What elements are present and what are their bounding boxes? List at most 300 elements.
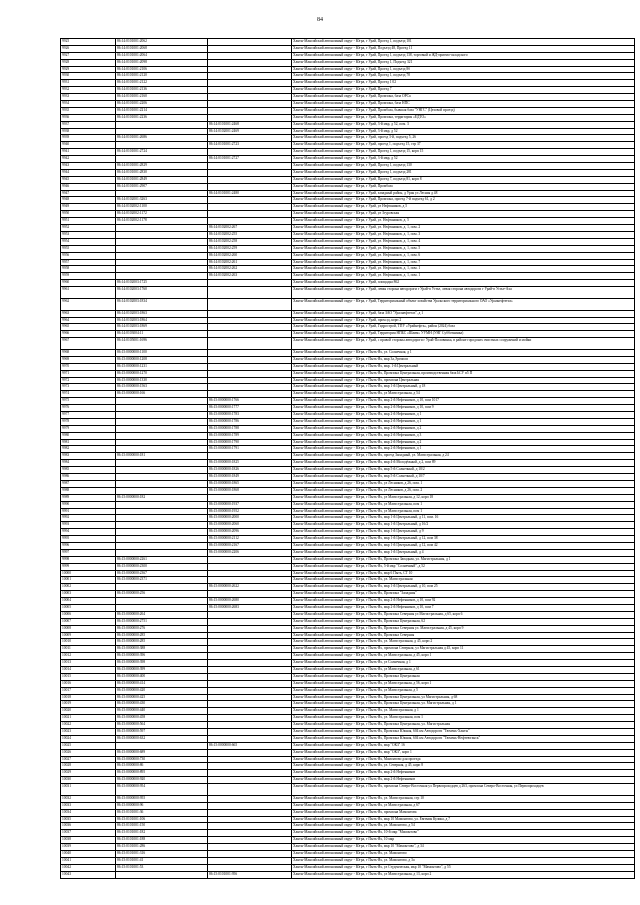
row-number-cell: 9965 [61,324,116,331]
table-row [61,708,635,715]
address-cell: Ханты-Мансийский автономный округ - Югра, г Урай, ул Згуровская [292,211,635,218]
address-cell: Ханты-Мансийский автономный округ - Югра, г Пыть-Ях, ул Лесников, д 26, пом. 1 [292,480,635,487]
cadastral-number-cell: 86:14:0102002:1178 [116,218,208,225]
table-row [61,121,635,128]
row-number-cell: 10035 [61,816,116,823]
address-cell: Ханты-Мансийский автономный округ - Югра, г Пыть-Ях, Промзона Центральная [292,673,635,680]
row-number-cell: 9933 [61,94,116,101]
premises-cadastral-number-cell [208,338,292,350]
address-cell: Ханты-Мансийский автономный округ - Югра, г Пыть-Ях, ул Магистральная, д 54 [292,391,635,398]
row-number-cell: 9953 [61,231,116,238]
premises-cadastral-number-cell [208,639,292,646]
row-number-cell: 9942 [61,156,116,163]
table-row [61,363,635,370]
cadastral-number-cell: 86:14:0101001:2136 [116,87,208,94]
row-number-cell: 9970 [61,363,116,370]
premises-cadastral-number-cell: 86:14:0101001:2468 [208,121,292,128]
cadastral-number-cell: 86:15:0000000:264 [116,611,208,618]
premises-cadastral-number-cell [208,795,292,802]
premises-cadastral-number-cell: 86:15:0000000:1783 [208,412,292,419]
row-number-cell: 9985 [61,467,116,474]
table-row [61,156,635,163]
premises-cadastral-number-cell [208,694,292,701]
premises-cadastral-number-cell [208,666,292,673]
address-cell: Ханты-Мансийский автономный округ - Югра, г Урай, Промзона, база НПС [292,101,635,108]
address-cell: Ханты-Мансийский автономный округ - Югра, г Урай, ул. Нефтяников, д. 1, пом. 3 [292,231,635,238]
cadastral-number-cell: 86:14:0101001:2106 [116,66,208,73]
address-cell: Ханты-Мансийский автономный округ - Югра, г Урай, Территория НПБС «Шаим» УУМН (УНГ Субботнинка) [292,331,635,338]
address-cell: Ханты-Мансийский автономный округ - Югра, г Пыть-Ях, ул Магистральная, д 61 [292,666,635,673]
premises-cadastral-number-cell: 86:15:0000000:1789 [208,432,292,439]
premises-cadastral-number-cell [208,163,292,170]
cadastral-number-cell: 86:15:0101001:150 [116,823,208,830]
address-cell: Ханты-Мансийский автономный округ - Югра, г Урай, Промбаза, бывшая база "УНГС" (Цеховой проезд) [292,107,635,114]
row-number-cell: 9986 [61,474,116,481]
cadastral-number-cell: 86:14:0101001:2098 [116,59,208,66]
row-number-cell: 9967 [61,338,116,350]
premises-cadastral-number-cell: 86:15:0000000:2060 [208,522,292,529]
cadastral-number-cell [116,128,208,135]
premises-cadastral-number-cell [208,763,292,770]
premises-cadastral-number-cell [208,94,292,101]
row-number-cell: 9940 [61,142,116,149]
table-row [61,795,635,802]
cadastral-number-cell [116,405,208,412]
address-cell: Ханты-Мансийский автономный округ - Югра, г Пыть-Ях, мкр "ОКЗ", корп 1 [292,749,635,756]
address-cell: Ханты-Мансийский автономный округ - Югра, г Урай, Промзона, территория «ЕДТО» [292,114,635,121]
cadastral-number-cell: 86:14:0102001:3263 [116,197,208,204]
premises-cadastral-number-cell: 86:15:0000000:1937 [208,501,292,508]
cadastral-number-cell: 86:15:0000000:895 [116,770,208,777]
cadastral-number-cell [116,474,208,481]
cadastral-number-cell: 86:14:0101001:2829 [116,163,208,170]
address-cell: Ханты-Мансийский автономный округ - Югра, г Пыть-Ях, Промзона Северная ул Магистральная, д 65, корп 6 [292,611,635,618]
table-row [61,784,635,796]
table-row [61,176,635,183]
row-number-cell: 9984 [61,460,116,467]
table-row [61,225,635,232]
table-row [61,756,635,763]
premises-cadastral-number-cell: 86:15:0000000:1766 [208,398,292,405]
row-number-cell: 10019 [61,701,116,708]
row-number-cell: 10000 [61,570,116,577]
premises-cadastral-number-cell [208,625,292,632]
premises-cadastral-number-cell [208,298,292,310]
row-number-cell: 9966 [61,331,116,338]
address-cell: Ханты-Мансийский автономный округ - Югра, г Пыть-Ях, мкр 6 Пыть, СТ 10 [292,570,635,577]
address-cell: Ханты-Мансийский автономный округ - Югра, г Урай, Подъезд 48, Проезд 11 [292,45,635,52]
premises-cadastral-number-cell [208,591,292,598]
cadastral-number-cell: 86:15:0000000:425 [116,694,208,701]
row-number-cell: 10023 [61,729,116,736]
premises-cadastral-number-cell [208,680,292,687]
premises-cadastral-number-cell: 86:14:0101001:2723 [208,142,292,149]
table-row [61,467,635,474]
premises-cadastral-number-cell: 86:15:0000000:2000 [208,515,292,522]
cadastral-number-cell [116,742,208,749]
row-number-cell: 9931 [61,80,116,87]
table-row [61,405,635,412]
table-row [61,844,635,851]
address-cell: Ханты-Мансийский автономный округ - Югра, г Пыть-Ях, Промзона Южная, 604 км Автодороги "Тюмень-Ханты" [292,729,635,736]
table-row [61,370,635,377]
address-cell: Ханты-Мансийский автономный округ - Югра, г Урай, Промзона, база ОРСа [292,94,635,101]
cadastral-number-cell: 86:15:0000000:1100 [116,350,208,357]
row-number-cell: 10037 [61,830,116,837]
table-row [61,618,635,625]
address-cell: Ханты-Мансийский автономный округ - Югра, г Пыть-Ях, мкр 2-й Нефтяников [292,770,635,777]
address-cell: Ханты-Мансийский автономный округ - Югра, г Пыть-Ях, ул Магистральная, пом 1 [292,508,635,515]
table-row [61,446,635,453]
cadastral-number-cell [116,238,208,245]
table-row [61,350,635,357]
table-row [61,494,635,501]
row-number-cell: 9991 [61,508,116,515]
cadastral-number-cell [116,480,208,487]
address-cell: Ханты-Мансийский автономный округ - Югра, г Пыть-Ях, Промзона Центральная, производственная база ЬСУ п5 П [292,370,635,377]
cadastral-number-cell: 86:15:0000000:955 [116,795,208,802]
row-number-cell: 9977 [61,412,116,419]
table-row [61,591,635,598]
cadastral-number-cell: 86:15:0000000:1270 [116,370,208,377]
premises-cadastral-number-cell [208,66,292,73]
table-row [61,480,635,487]
row-number-cell: 9955 [61,245,116,252]
cadastral-number-cell: 86:14:0101001:2160 [116,94,208,101]
row-number-cell: 9941 [61,149,116,156]
address-cell: Ханты-Мансийский автономный округ - Югра, г Пыть-Ях, ул Солнечная, д 1 [292,660,635,667]
row-number-cell: 9935 [61,107,116,114]
address-cell: Ханты-Мансийский автономный округ - Югра, г Пыть-Ях, мкр 2-й Нефтяников, д 1 [292,446,635,453]
premises-cadastral-number-cell [208,39,292,46]
address-cell: Ханты-Мансийский автономный округ - Югра, г Пыть-Ях, мкр 2-й Нефтяников, д 2 [292,439,635,446]
row-number-cell: 10034 [61,809,116,816]
address-cell: Ханты-Мансийский автономный округ - Югра, г Пыть-Ях, ул Лесников, д 26, пом. 2 [292,487,635,494]
cadastral-number-cell: 86:15:0000000:414 [116,680,208,687]
row-number-cell: 9994 [61,529,116,536]
table-row [61,625,635,632]
premises-cadastral-number-cell [208,183,292,190]
premises-cadastral-number-cell: 86:15:0000000:1865 [208,480,292,487]
row-number-cell: 9956 [61,252,116,259]
table-row [61,729,635,736]
address-cell: Ханты-Мансийский автономный округ - Югра, г Пыть-Ях, промзона Северная, ул Магистральная д 45, корп 11 [292,646,635,653]
address-cell: Ханты-Мансийский автономный округ - Югра, г Пыть-Ях, проезд Западный, ул. Магистральная, д 24 [292,453,635,460]
row-number-cell: 10001 [61,577,116,584]
table-row [61,474,635,481]
table-row [61,809,635,816]
cadastral-number-cell [116,542,208,549]
table-row [61,460,635,467]
table-row [61,317,635,324]
address-cell: Ханты-Мансийский автономный округ - Югра, г Пыть-Ях, ул Магистральная, д 45, корп 1 [292,653,635,660]
premises-cadastral-number-cell: 86:15:0000000:2112 [208,536,292,543]
address-cell: Ханты-Мансийский автономный округ - Югра, г Пыть-Ях, ул. Магистральная, д 45, корп 2 [292,639,635,646]
cadastral-number-cell: 86:14:0102003:1863 [116,310,208,317]
cadastral-number-cell: 86:15:0000000:954 [116,784,208,796]
premises-cadastral-number-cell [208,287,292,299]
premises-cadastral-number-cell [208,646,292,653]
premises-cadastral-number-cell [208,830,292,837]
row-number-cell: 10041 [61,857,116,864]
row-number-cell: 10028 [61,763,116,770]
table-row [61,522,635,529]
premises-cadastral-number-cell [208,114,292,121]
row-number-cell: 9959 [61,273,116,280]
cadastral-number-cell: 86:14:0102003:1834 [116,298,208,310]
address-cell: Ханты-Мансийский автономный округ - Югра, г Урай, Проезд 1, подъезд 130 [292,163,635,170]
table-row [61,87,635,94]
table-row [61,356,635,363]
address-cell: Ханты-Мансийский автономный округ - Югра, г Пыть-Ях, мкр 1-й Центральный, д 12, пом 38 [292,536,635,543]
table-row [61,687,635,694]
address-cell: Ханты-Мансийский автономный округ - Югра, г Урай, Проезд 1, подъезд 78 [292,73,635,80]
cadastral-number-cell: 86:15:0000000:388 [116,646,208,653]
cadastral-number-cell: 86:15:0000000:2367 [116,570,208,577]
premises-cadastral-number-cell [208,653,292,660]
premises-cadastral-number-cell: 86:15:0000000:2680 [208,598,292,605]
row-number-cell: 9968 [61,350,116,357]
premises-cadastral-number-cell [208,708,292,715]
table-row [61,851,635,858]
address-cell: Ханты-Мансийский автономный округ - Югра, г Пыть-Ях, Промзона Западная, ул. Магистральная, д 1 [292,556,635,563]
address-cell: Ханты-Мансийский автономный округ - Югра, г Урай, ул. Нефтяников, д. 1, пом. 1 [292,266,635,273]
premises-cadastral-number-cell [208,453,292,460]
row-number-cell: 10030 [61,777,116,784]
cadastral-number-cell: 86:15:0000000:285 [116,639,208,646]
cadastral-number-cell: 86:14:0105001:1696 [116,338,208,350]
row-number-cell: 9972 [61,377,116,384]
address-cell: Ханты-Мансийский автономный округ - Югра, г Урай, проезд 3-й, подъезд 5, 26 [292,135,635,142]
row-number-cell: 10007 [61,618,116,625]
cadastral-number-cell: 86:15:0101001:286 [116,844,208,851]
cadastral-number-cell [116,460,208,467]
table-row [61,142,635,149]
row-number-cell: 9998 [61,556,116,563]
table-row [61,190,635,197]
cadastral-number-cell: 86:15:0101001:188 [116,837,208,844]
address-cell: Ханты-Мансийский автономный округ - Югра, г Пыть-Ях, мкр 1-й Центральный, д 9 [292,529,635,536]
address-cell: Ханты-Мансийский автономный округ - Югра, г Пыть-Ях, ул. Магистральная, д 1 [292,708,635,715]
table-row [61,418,635,425]
cadastral-number-cell: 86:15:0000000:1231 [116,363,208,370]
cadastral-number-cell: 86:14:0101001:2686 [116,135,208,142]
table-row [61,432,635,439]
table-row [61,501,635,508]
table-row [61,259,635,266]
premises-cadastral-number-cell [208,45,292,52]
premises-cadastral-number-cell: 86:14:0102002:259 [208,245,292,252]
row-number-cell: 10025 [61,742,116,749]
cadastral-number-cell: 86:15:0000000:689 [116,749,208,756]
table-row [61,577,635,584]
premises-cadastral-number-cell [208,331,292,338]
table-row [61,694,635,701]
premises-cadastral-number-cell [208,632,292,639]
cadastral-number-cell: 86:14:0102003:1869 [116,324,208,331]
cadastral-number-cell: 86:14:0101001:2724 [116,149,208,156]
address-cell: Ханты-Мансийский автономный округ - Югра, г Урай, ул. Нефтяников, д. 1, пом. 4 [292,238,635,245]
row-number-cell: 10010 [61,639,116,646]
premises-cadastral-number-cell [208,280,292,287]
premises-cadastral-number-cell: 86:15:0000000:1952 [208,508,292,515]
row-number-cell: 9978 [61,418,116,425]
row-number-cell: 10016 [61,680,116,687]
cadastral-number-cell: 86:14:0102003:1864 [116,317,208,324]
cadastral-number-cell: 86:15:0000000:166 [116,391,208,398]
row-number-cell: 9928 [61,59,116,66]
row-number-cell: 10039 [61,844,116,851]
cadastral-number-cell: 86:15:0000000:730 [116,756,208,763]
cadastral-number-cell: 86:15:0000000:1563 [116,384,208,391]
cadastral-number-cell [116,508,208,515]
premises-cadastral-number-cell [208,844,292,851]
address-cell: Ханты-Мансийский автономный округ - Югра, г Урай, 3-й мкр, д 52, пом. 3 [292,121,635,128]
row-number-cell: 10031 [61,784,116,796]
cadastral-number-cell [116,604,208,611]
row-number-cell: 10042 [61,864,116,871]
address-cell: Ханты-Мансийский автономный округ - Югра, г Пыть-Ях, ул Магистральная, пом 1 [292,501,635,508]
table-row [61,563,635,570]
cadastral-number-cell [116,467,208,474]
table-row [61,128,635,135]
cadastral-number-cell: 86:14:0103004:11 [116,331,208,338]
cadastral-number-cell [116,121,208,128]
table-row [61,66,635,73]
row-number-cell: 9961 [61,287,116,299]
address-cell: Ханты-Мансийский автономный округ - Югра, г Урай, Проезд 1, подъезд 281 [292,169,635,176]
address-cell: Ханты-Мансийский автономный округ - Югра, г Урай, ул. Нефтяников, д. 1, пом. 2 [292,225,635,232]
premises-cadastral-number-cell [208,687,292,694]
row-number-cell: 9952 [61,225,116,232]
cadastral-number-cell: 86:14:0101001:2236 [116,114,208,121]
cadastral-number-cell: 86:14:0102003:1725 [116,280,208,287]
cadastral-number-cell [116,439,208,446]
table-row [61,107,635,114]
premises-cadastral-number-cell [208,857,292,864]
premises-cadastral-number-cell [208,350,292,357]
row-number-cell: 10021 [61,715,116,722]
table-row [61,266,635,273]
row-number-cell: 9988 [61,487,116,494]
address-cell: Ханты-Мансийский автономный округ - Югра, г Пыть-Ях, Промзона "Западная" [292,591,635,598]
premises-cadastral-number-cell: 86:15:0000000:1825 [208,460,292,467]
row-number-cell: 9951 [61,218,116,225]
premises-cadastral-number-cell: 86:15:0000000:2206 [208,549,292,556]
address-cell: Ханты-Мансийский автономный округ - Югра, г Урай, база ЗАО "Уралнефтегаз", д 1 [292,310,635,317]
row-number-cell: 9982 [61,446,116,453]
cadastral-number-cell: 86:15:0000000:400 [116,673,208,680]
premises-cadastral-number-cell [208,87,292,94]
table-row [61,632,635,639]
premises-cadastral-number-cell [208,577,292,584]
table-row [61,412,635,419]
cadastral-number-cell [116,190,208,197]
premises-cadastral-number-cell: 86:14:0101001:2727 [208,156,292,163]
address-cell: Ханты-Мансийский автономный округ - Югра, г Урай, Территориальный объект хозяйства Уральского территориального ОАО «Уралнефтегаз» [292,298,635,310]
premises-cadastral-number-cell [208,823,292,830]
table-row [61,570,635,577]
premises-cadastral-number-cell [208,101,292,108]
table-row [61,80,635,87]
premises-cadastral-number-cell: 86:14:0102002:262 [208,266,292,273]
cadastral-number-cell: 86:15:0000000:96 [116,802,208,809]
cadastral-number-cell: 86:14:0101001:2206 [116,101,208,108]
row-number-cell: 9946 [61,183,116,190]
table-row [61,135,635,142]
row-number-cell: 9945 [61,176,116,183]
table-row [61,101,635,108]
premises-cadastral-number-cell [208,756,292,763]
cadastral-number-cell [116,446,208,453]
row-number-cell: 9981 [61,439,116,446]
premises-cadastral-number-cell [208,377,292,384]
table-row [61,802,635,809]
address-cell: Ханты-Мансийский автономный округ - Югра, г Пыть-Ях, Мамонтово для проезда [292,756,635,763]
table-row [61,646,635,653]
address-cell: Ханты-Мансийский автономный округ - Югра, г Пыть-Ях, ул. Магистральная [292,577,635,584]
table-row [61,453,635,460]
premises-cadastral-number-cell [208,570,292,577]
premises-cadastral-number-cell [208,563,292,570]
row-number-cell: 9950 [61,211,116,218]
cadastral-number-cell: 86:15:0000000:1330 [116,377,208,384]
row-number-cell: 10013 [61,660,116,667]
address-cell: Ханты-Мансийский автономный округ - Югра, г Урай, площадка 862 [292,280,635,287]
address-cell: Ханты-Мансийский автономный округ - Югра, г Пыть-Ях, мкр 1-й Центральный, д 10, пом 25 [292,584,635,591]
premises-cadastral-number-cell [208,80,292,87]
table-row [61,749,635,756]
table-row [61,598,635,605]
table-row [61,763,635,770]
table-row [61,398,635,405]
table-row [61,735,635,742]
cadastral-number-cell: 86:14:0102002:1100 [116,204,208,211]
premises-cadastral-number-cell [208,211,292,218]
premises-cadastral-number-cell: 86:15:0000000:1826 [208,467,292,474]
address-cell: Ханты-Мансийский автономный округ - Югра, г Пыть-Ях, мкр 2-й Нефтяников, д 1 [292,412,635,419]
table-row [61,439,635,446]
address-cell: Ханты-Мансийский автономный округ - Югра, г Пыть-Ях, ул Магистральная, д 12, корп 18 [292,494,635,501]
address-cell: Ханты-Мансийский автономный округ - Югра, г Урай, 3-й мкр, д 52 [292,128,635,135]
row-number-cell: 9992 [61,515,116,522]
address-cell: Ханты-Мансийский автономный округ - Югра, г Пыть-Ях, мкр 1-й Центральный, д 12, пом 42 [292,542,635,549]
address-cell: Ханты-Мансийский автономный округ - Югра, г Урай, Гидрострой, ТПУ «Урайнефть», район (2024) база [292,324,635,331]
premises-cadastral-number-cell: 86:14:0102002:261 [208,259,292,266]
address-cell: Ханты-Мансийский автономный округ - Югра, г Пыть-Ях, Промзона Южная, 604 км Автодороги "Тюмень-Нефтеюганск" [292,735,635,742]
table-row [61,377,635,384]
address-cell: Ханты-Мансийский автономный округ - Югра, г Пыть-Ях, мкр 2-й Нефтяников, д 3 [292,432,635,439]
table-row [61,59,635,66]
premises-cadastral-number-cell: 86:14:0102002:267 [208,225,292,232]
address-cell: Ханты-Мансийский автономный округ - Югра, г Пыть-Ях, ул. Магистральная, стр 10 [292,795,635,802]
table-row [61,273,635,280]
row-number-cell: 9937 [61,121,116,128]
premises-cadastral-number-cell: 86:15:0000000:1790 [208,439,292,446]
table-row [61,384,635,391]
cadastral-number-cell: 86:14:0101001:2064 [116,52,208,59]
address-cell: Ханты-Мансийский автономный округ - Югра, г Пыть-Ях, мкр 1-й Центральный, д 4 [292,549,635,556]
address-cell: Ханты-Мансийский автономный округ - Югра, г Пыть-Ях, мкр 1-й Центральный, д 18 [292,384,635,391]
address-cell: Ханты-Мансийский автономный округ - Югра, г Урай, западный район, д Урая ул Лесная д 48 [292,190,635,197]
table-row [61,252,635,259]
cadastral-number-cell [116,225,208,232]
table-row [61,611,635,618]
table-row [61,425,635,432]
premises-cadastral-number-cell [208,851,292,858]
premises-cadastral-number-cell [208,52,292,59]
address-cell: Ханты-Мансийский автономный округ - Югра, г Урай, ул. Нефтяников, д. 5 [292,218,635,225]
